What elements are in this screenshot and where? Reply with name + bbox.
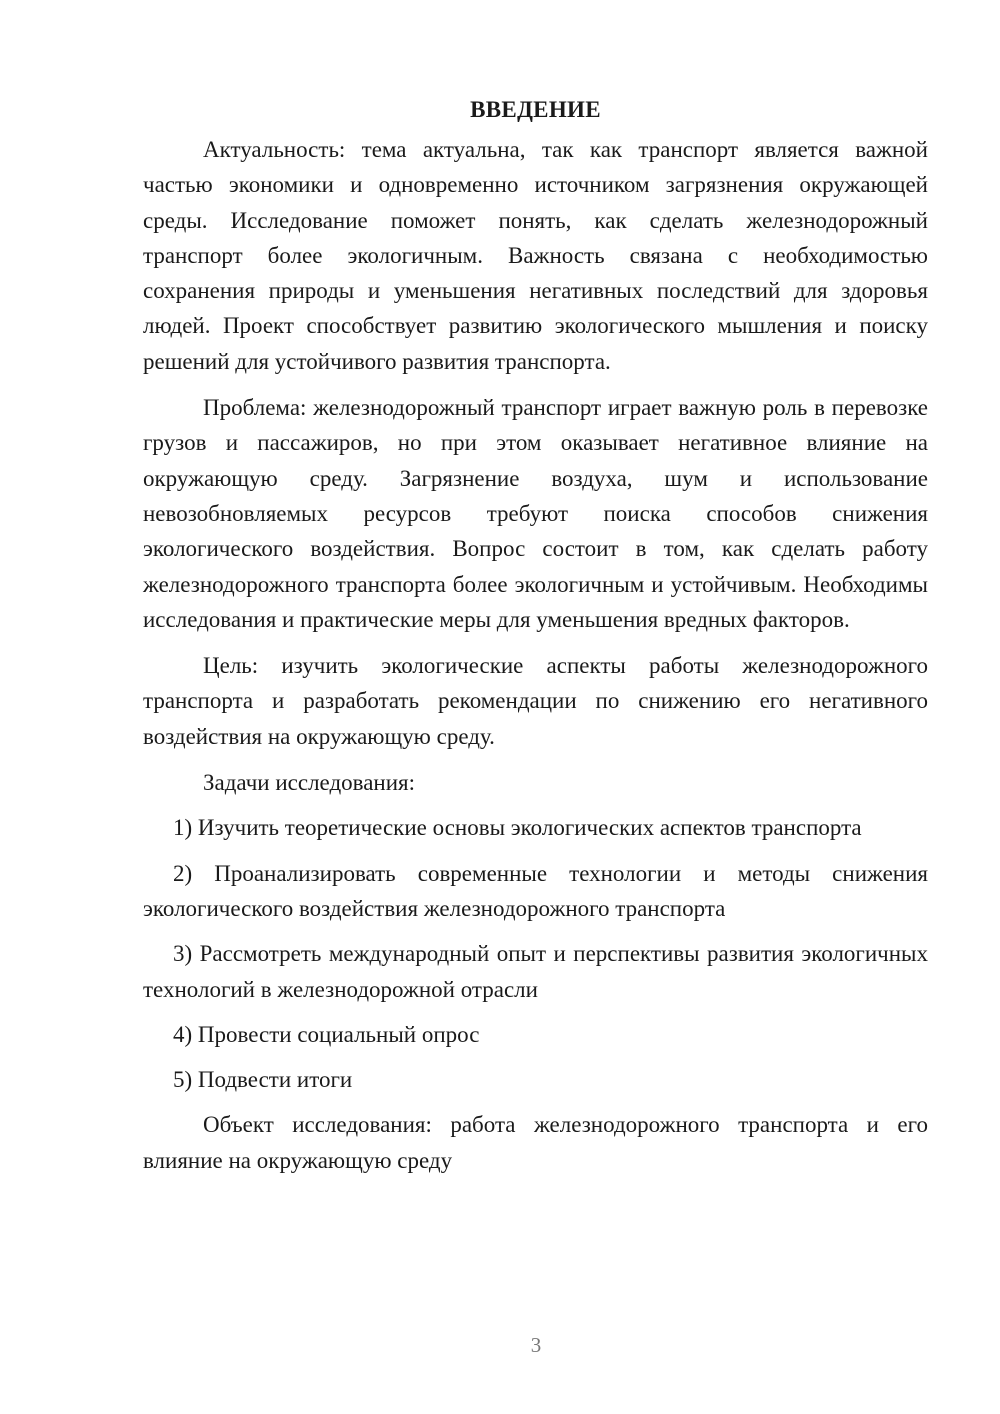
tasks-heading: Задачи исследования: — [203, 770, 416, 796]
problem-paragraph: Проблема: железнодорожный транспорт играет важную роль в перевозке грузов и пассажиров, но при этом оказывает негативное влияние на окружающую среду. Загрязнение воздуха, шум и использование невозобновляемых ресурсов требуют поиска способов снижения экологического воздействия. Вопрос состоит в том, как сделать работу железнодорожного транспорта более экологичным и устойчивым. Необходимы исследования и практические меры для уменьшения вредных факторов. — [143, 395, 928, 632]
task-item-2: 2) Проанализировать современные технологии и методы снижения экологического воздействия железнодорожного транспорта — [143, 860, 928, 921]
page-content — [143, 92, 928, 1189]
goal-paragraph: Цель: изучить экологические аспекты работы железнодорожного транспорта и разработать рекомендации по снижению его негативного воздействия на окружающую среду. — [143, 653, 928, 749]
task-item-1: 1) Изучить теоретические основы экологических аспектов транспорта — [173, 815, 862, 841]
object-paragraph: Объект исследования: работа железнодорожного транспорта и его влияние на окружающую среду — [143, 1112, 928, 1173]
task-item-4: 4) Провести социальный опрос — [173, 1021, 480, 1047]
relevance-paragraph: Актуальность: тема актуальна, так как транспорт является важной частью экономики и одновременно источником загрязнения окружающей среды. Исследование поможет понять, как сделать железнодорожный транспорт более экологичным. Важность связана с необходимостью сохранения природы и уменьшения негативных последствий для здоровья людей. Проект способствует развитию экологического мышления и поиску решений для устойчивого развития транспорта. — [143, 137, 928, 374]
page-number: 3 — [530, 1333, 542, 1357]
task-item-3: 3) Рассмотреть международный опыт и перспективы развития экологичных технологий в железнодорожной отрасли — [143, 941, 928, 1002]
page-title: ВВЕДЕНИЕ — [470, 97, 601, 122]
task-item-5: 5) Подвести итоги — [173, 1067, 353, 1093]
